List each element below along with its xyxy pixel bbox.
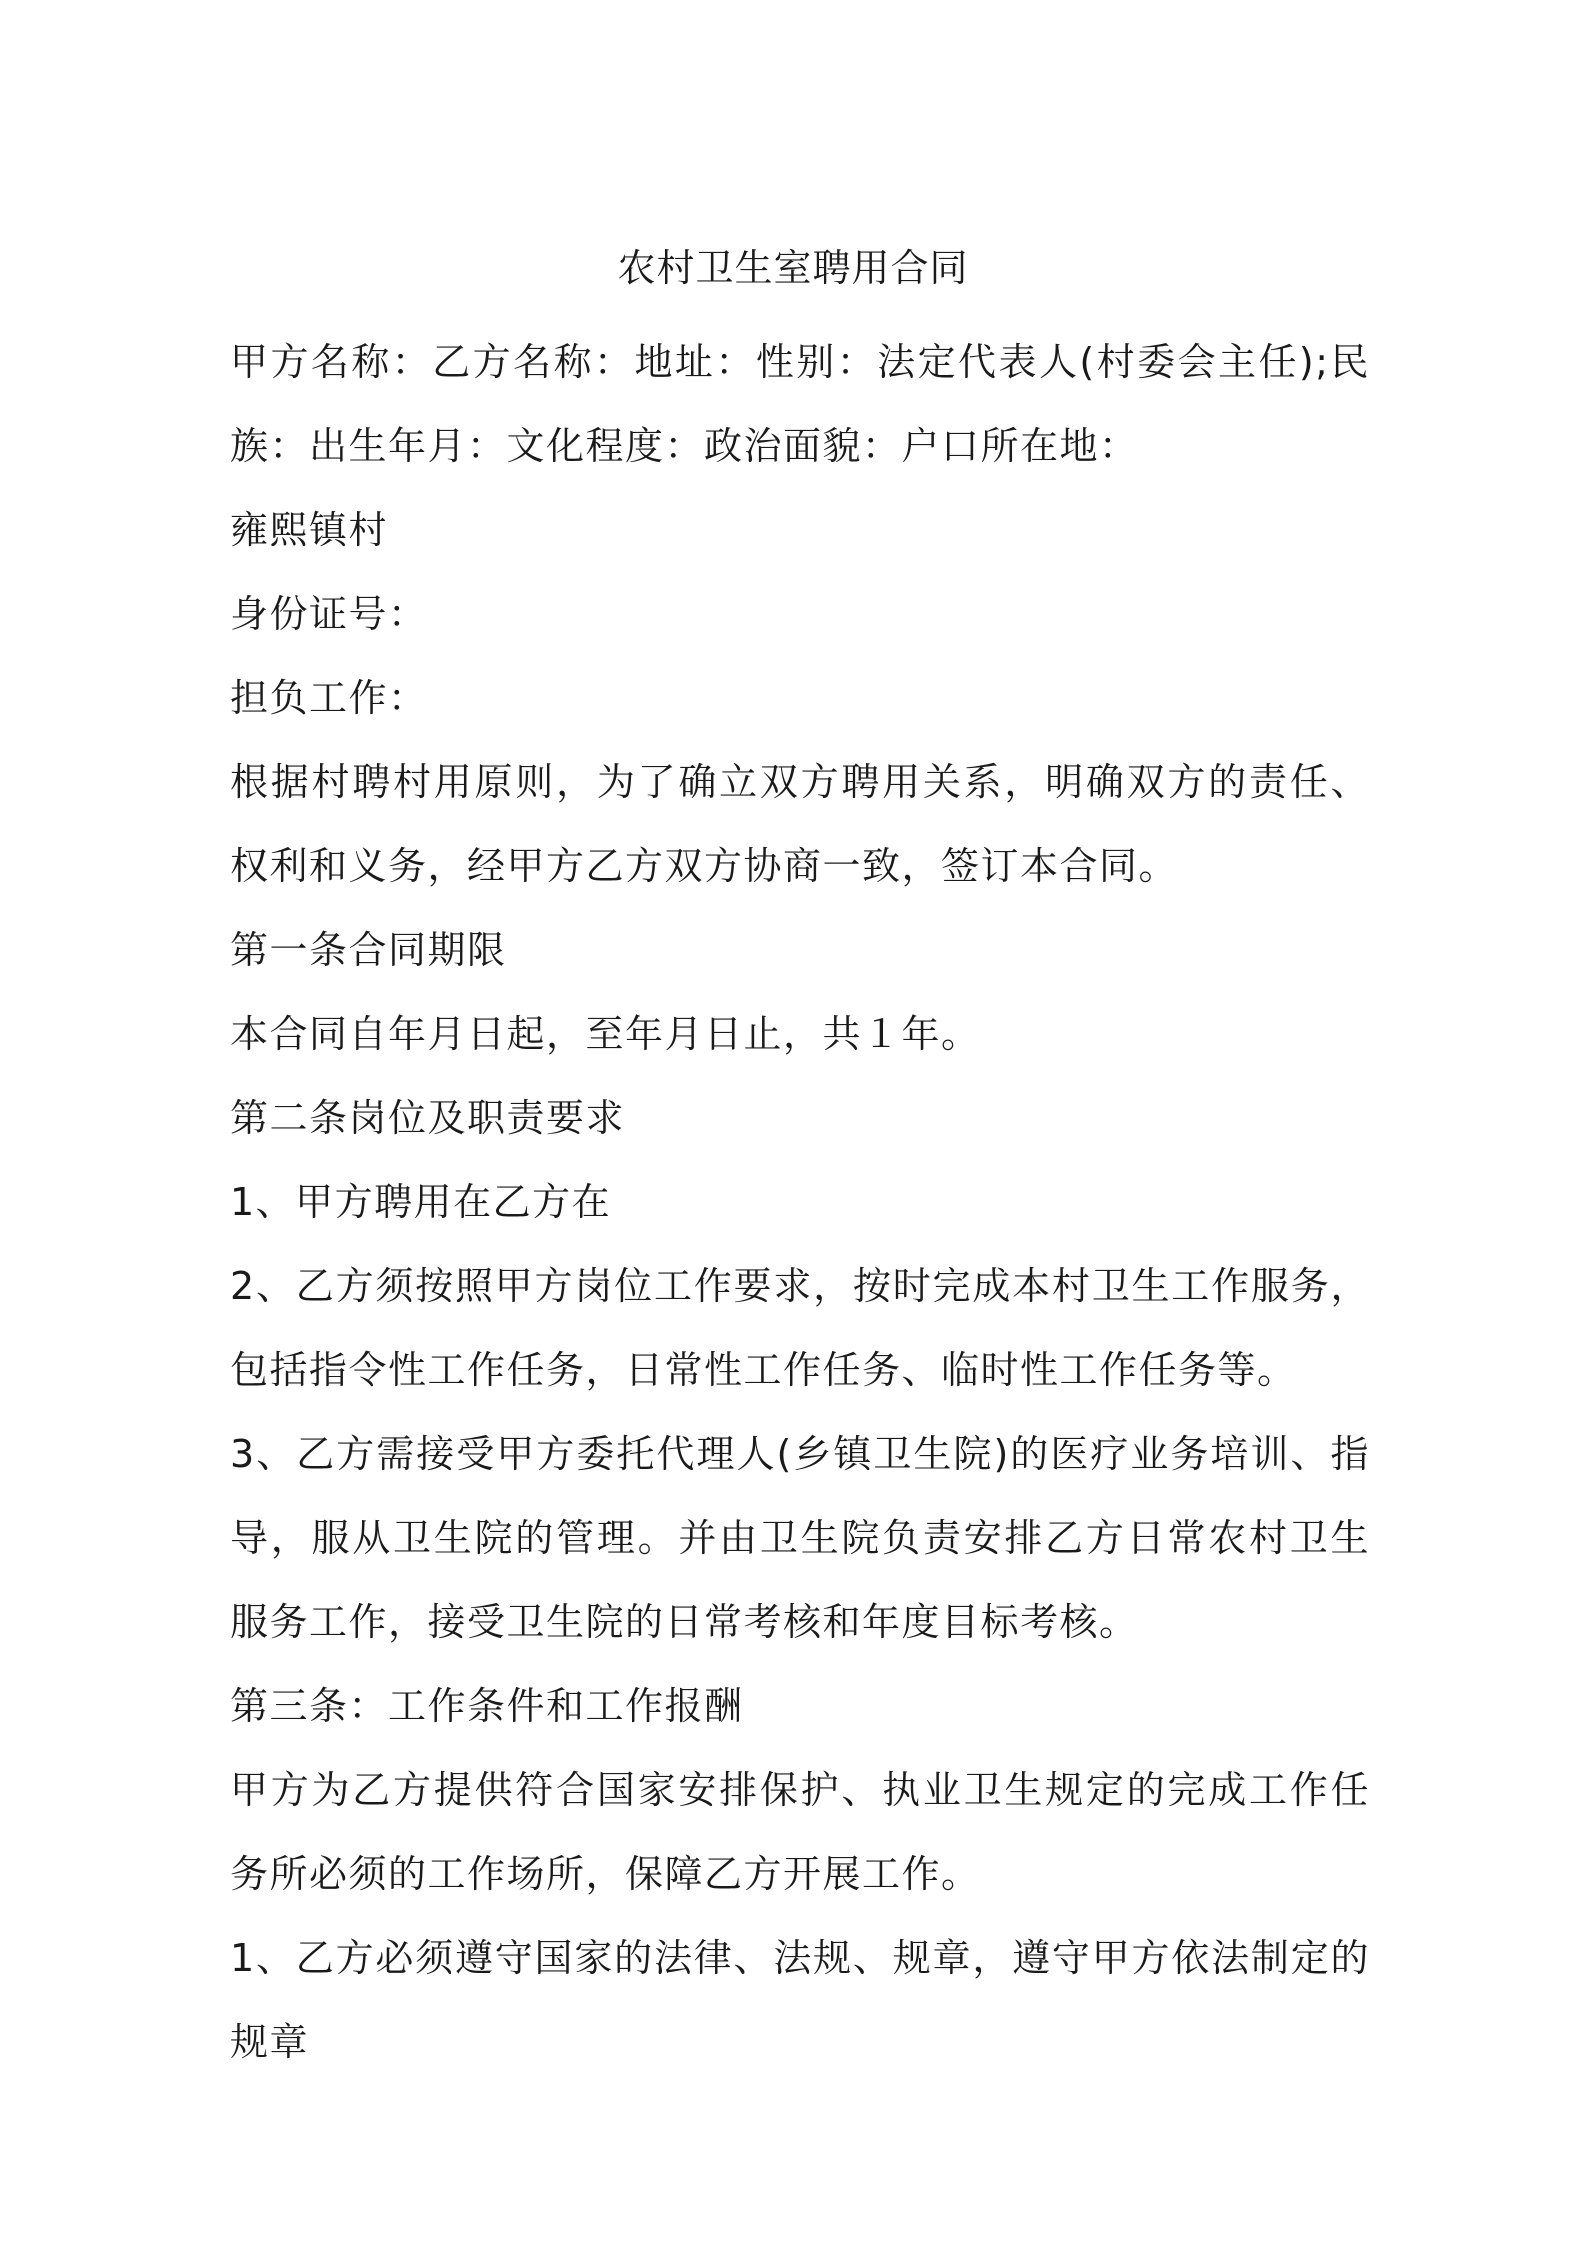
paragraph-duty: 担负工作： bbox=[230, 676, 428, 720]
document-body bbox=[230, 320, 1370, 2084]
article-2-heading: 第二条岗位及职责要求 bbox=[230, 1096, 626, 1140]
paragraph-id-number: 身份证号： bbox=[230, 592, 428, 636]
article-1-heading: 第一条合同期限 bbox=[230, 928, 507, 972]
article-1-text: 本合同自年月日起，至年月日止，共１年。 bbox=[230, 1012, 981, 1056]
article-3-heading: 第三条：工作条件和工作报酬 bbox=[230, 1684, 744, 1728]
article-2-item-3: 3、乙方需接受甲方委托代理人(乡镇卫生院)的医疗业务培训、指导，服从卫生院的管理。并由卫生院负责安排乙方日常农村卫生服务工作，接受卫生院的日常考核和年度目标考核。 bbox=[230, 1432, 1370, 1644]
document-title: 农村卫生室聘用合同 bbox=[617, 246, 969, 290]
paragraph-town: 雍熙镇村 bbox=[230, 508, 389, 552]
paragraph-preamble: 根据村聘村用原则，为了确立双方聘用关系，明确双方的责任、权利和义务，经甲方乙方双方协商一致，签订本合同。 bbox=[230, 760, 1370, 888]
article-3-item-1: 1、乙方必须遵守国家的法律、法规、规章，遵守甲方依法制定的规章 bbox=[230, 1936, 1370, 2064]
article-2-item-2: 2、乙方须按照甲方岗位工作要求，按时完成本村卫生工作服务，包括指令性工作任务，日常性工作任务、临时性工作任务等。 bbox=[230, 1264, 1370, 1392]
article-2-item-1: 1、甲方聘用在乙方在 bbox=[230, 1180, 612, 1224]
article-3-text: 甲方为乙方提供符合国家安排保护、执业卫生规定的完成工作任务所必须的工作场所，保障乙方开展工作。 bbox=[230, 1768, 1370, 1896]
paragraph-party-info: 甲方名称：乙方名称：地址：性别：法定代表人(村委会主任);民族：出生年月：文化程度：政治面貌：户口所在地： bbox=[230, 340, 1370, 468]
